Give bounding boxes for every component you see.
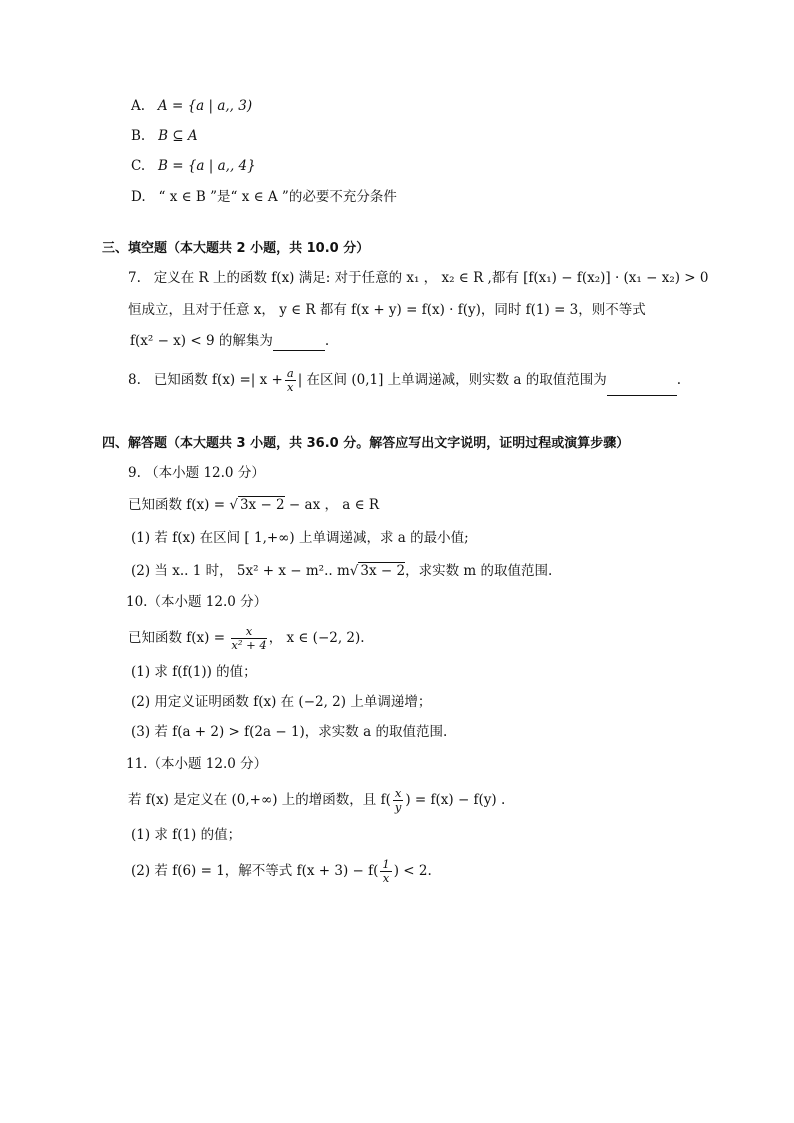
option-a: [131, 97, 252, 115]
fraction-numerator: x: [231, 625, 266, 639]
question-8-text-post: | 在区间 (0,1] 上单调递减，则实数 a 的取值范围为: [297, 372, 607, 388]
question-10-header: 10.（本小题 12.0 分）: [126, 594, 268, 610]
option-a-text: A = {a | a,, 3): [157, 98, 253, 114]
question-10-stem: [128, 622, 365, 654]
option-d: [131, 188, 397, 206]
question-9-part-2-pre: (2) 当 x.. 1 时， 5x² + x − m².. m: [131, 563, 350, 579]
question-9-part-1: (1) 若 f(x) 在区间 [ 1,+∞) 上单调递减，求 a 的最小值;: [131, 530, 469, 546]
fraction-denominator: x: [382, 871, 390, 885]
question-11-stem: [128, 784, 505, 816]
answer-blank[interactable]: [273, 332, 325, 351]
section-4-heading: 四、解答题（本大题共 3 小题，共 36.0 分。解答应写出文字说明，证明过程或演算步骤）: [102, 436, 630, 451]
question-8-text-pre: 已知函数 f(x) =| x +: [153, 372, 283, 388]
option-b-label: B.: [131, 128, 146, 144]
question-7-line-3: [130, 332, 329, 351]
option-d-label: D.: [131, 189, 146, 205]
question-9-header: 9. （本小题 12.0 分）: [128, 465, 265, 481]
option-b-text: B ⊆ A: [158, 128, 198, 144]
fraction-denominator: x² + 4: [231, 638, 267, 652]
question-11-stem-pre: 若 f(x) 是定义在 (0,+∞) 上的增函数，且 f(: [128, 792, 391, 808]
question-9-part-2-post: ，求实数 m 的取值范围.: [405, 563, 553, 579]
option-c-label: C.: [131, 158, 146, 174]
section-3-heading: 三、填空题（本大题共 2 小题，共 10.0 分）: [102, 241, 370, 256]
question-9-part-2: (2) 当 x.. 1 时， 5x² + x − m².. m√ 3x − 2，求实数 m 的取值范围.: [131, 563, 553, 579]
question-11-part-2-fraction: [380, 858, 391, 885]
option-d-text: “ x ∈ B ”是“ x ∈ A ”的必要不充分条件: [158, 189, 397, 205]
question-10-part-3: (3) 若 f(a + 2) > f(2a − 1)，求实数 a 的取值范围.: [131, 724, 448, 740]
fraction-numerator: x: [394, 786, 402, 800]
question-9-stem: 已知函数 f(x) = √ 3x − 2 − ax ， a ∈ R: [128, 497, 380, 513]
question-7-text-3: f(x² − x) < 9 的解集为: [130, 333, 273, 349]
question-11-part-2-post: ) < 2.: [393, 863, 432, 879]
radical: 3x − 2: [239, 497, 285, 513]
fraction-numerator: 1: [382, 857, 390, 871]
question-7-text-1: 定义在 R 上的函数 f(x) 满足: 对于任意的 x₁ ， x₂ ∈ R ,都有 [f(x₁) − f(x₂)] · (x₁ − x₂) > 0: [153, 270, 709, 286]
question-11-part-1: (1) 求 f(1) 的值；: [131, 827, 242, 843]
question-9-stem-pre: 已知函数 f(x) =: [128, 497, 230, 513]
answer-blank[interactable]: [607, 365, 677, 396]
fraction-numerator: a: [286, 366, 294, 380]
radical: 3x − 2: [360, 563, 406, 579]
option-b: [131, 127, 198, 145]
option-c-text: B = {a | a,, 4}: [158, 158, 256, 174]
question-11-part-2-pre: (2) 若 f(6) = 1，解不等式 f(x + 3) − f(: [131, 863, 379, 879]
question-10-part-1: (1) 求 f(f(1)) 的值；: [131, 664, 257, 680]
question-8-fraction: [285, 367, 296, 394]
question-7-number: 7.: [128, 270, 141, 286]
question-8-number: 8.: [128, 372, 141, 388]
question-8-period: .: [676, 372, 682, 388]
fraction-denominator: y: [394, 800, 402, 814]
question-10-fraction: [231, 625, 266, 652]
option-c: [131, 157, 256, 175]
question-11-header: 11.（本小题 12.0 分）: [126, 756, 268, 772]
question-9-stem-post: − ax ， a ∈ R: [284, 497, 380, 513]
question-10-stem-pre: 已知函数 f(x) =: [128, 630, 230, 646]
question-8: [128, 365, 681, 396]
option-a-label: A.: [131, 98, 146, 114]
question-11-fraction: [393, 787, 404, 814]
fraction-denominator: x: [287, 380, 294, 394]
question-10-part-2: (2) 用定义证明函数 f(x) 在 (−2, 2) 上单调递增；: [131, 694, 432, 710]
question-10-stem-post: ， x ∈ (−2, 2).: [268, 630, 365, 646]
question-7-line-2: 恒成立，且对于任意 x， y ∈ R 都有 f(x + y) = f(x) · f(y)，同时 f(1) = 3，则不等式: [128, 302, 646, 318]
question-7-line-1: [128, 269, 709, 287]
question-7-period: .: [324, 333, 330, 349]
question-11-part-2: [131, 855, 432, 887]
question-11-stem-post: ) = f(x) − f(y) .: [405, 792, 506, 808]
